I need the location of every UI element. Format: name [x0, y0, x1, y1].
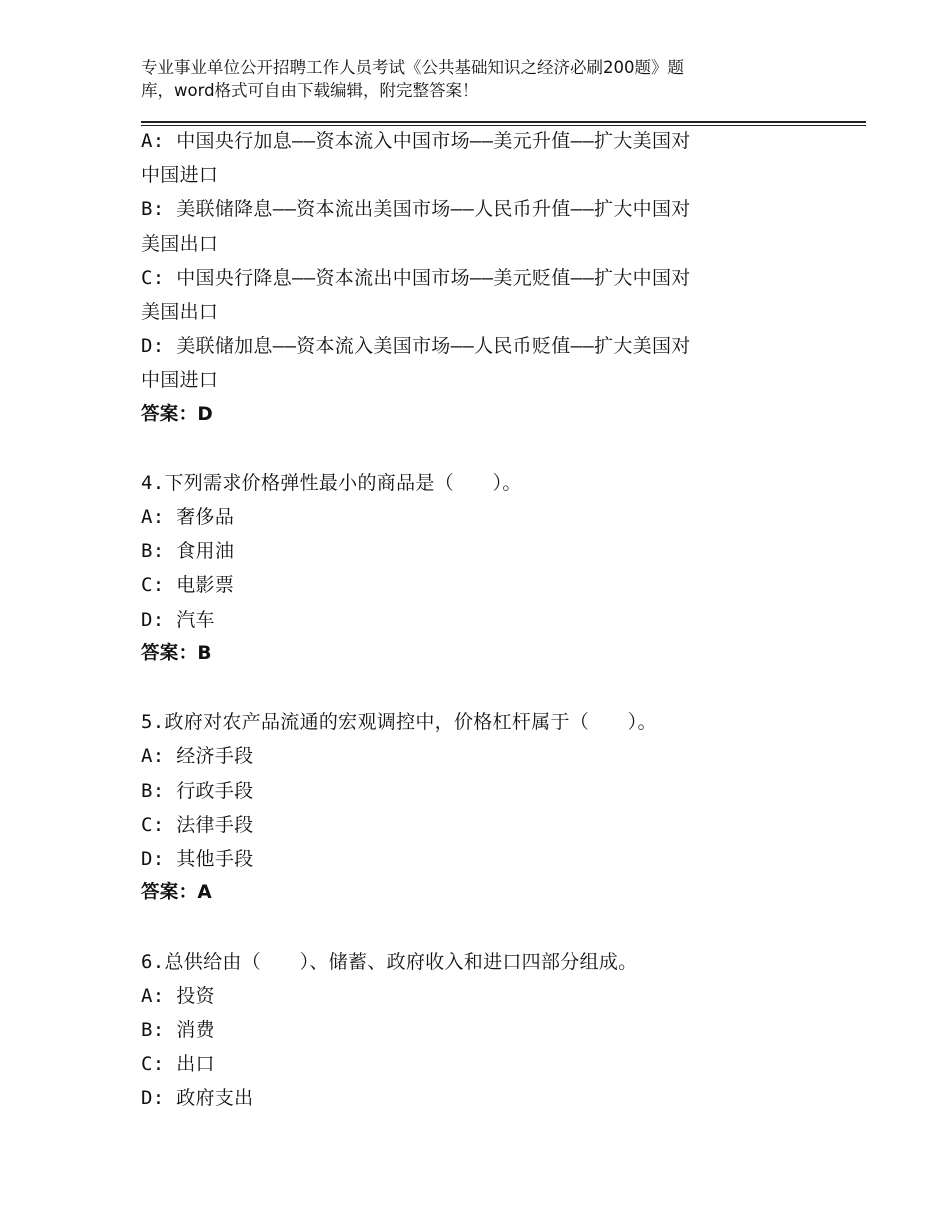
option-a-line-2: 中国进口 — [141, 164, 219, 187]
option-d: D: 政府支出 — [141, 1087, 254, 1110]
option-d-line-1: D: 美联储加息——资本流入美国市场——人民币贬值——扩大美国对 — [141, 335, 691, 358]
header-divider-thick — [141, 121, 866, 123]
option-b-line-2: 美国出口 — [141, 232, 219, 255]
answer-label: 答案：A — [141, 882, 213, 904]
option-d: D: 其他手段 — [141, 847, 254, 870]
spacer — [141, 910, 821, 944]
option-c: C: 电影票 — [141, 574, 235, 597]
document-header — [141, 56, 781, 102]
header-title-line-2: 库，word格式可自由下载编辑，附完整答案！ — [141, 81, 479, 100]
answer-label: 答案：B — [141, 642, 212, 664]
question-3-block — [141, 124, 821, 432]
option-a: A: 投资 — [141, 984, 215, 1007]
spacer — [141, 671, 821, 705]
option-c-line-2: 美国出口 — [141, 300, 219, 323]
spacer — [141, 432, 821, 466]
question-text: 6.总供给由（ ）、储蓄、政府收入和进口四部分组成。 — [141, 950, 638, 973]
question-5-block — [141, 705, 821, 910]
question-list — [141, 124, 821, 1115]
question-text: 5.政府对农产品流通的宏观调控中，价格杠杆属于（ ）。 — [141, 711, 657, 734]
option-c: C: 法律手段 — [141, 813, 254, 836]
answer-label: 答案：D — [141, 403, 214, 425]
option-a-line-1: A: 中国央行加息——资本流入中国市场——美元升值——扩大美国对 — [141, 130, 691, 152]
question-text: 4.下列需求价格弹性最小的商品是（ ）。 — [141, 471, 522, 494]
question-6-block — [141, 945, 821, 1116]
option-d-line-2: 中国进口 — [141, 369, 219, 392]
option-b: B: 食用油 — [141, 540, 235, 563]
option-c-line-1: C: 中国央行降息——资本流出中国市场——美元贬值——扩大中国对 — [141, 266, 691, 289]
option-b: B: 消费 — [141, 1018, 215, 1041]
header-title-line-1: 专业事业单位公开招聘工作人员考试《公共基础知识之经济必刷200题》题 — [141, 58, 684, 77]
option-b: B: 行政手段 — [141, 779, 254, 802]
option-a: A: 经济手段 — [141, 745, 254, 768]
option-c: C: 出口 — [141, 1053, 215, 1076]
option-a: A: 奢侈品 — [141, 506, 235, 529]
option-b-line-1: B: 美联储降息——资本流出美国市场——人民币升值——扩大中国对 — [141, 198, 691, 221]
option-d: D: 汽车 — [141, 608, 215, 631]
question-4-block — [141, 466, 821, 671]
